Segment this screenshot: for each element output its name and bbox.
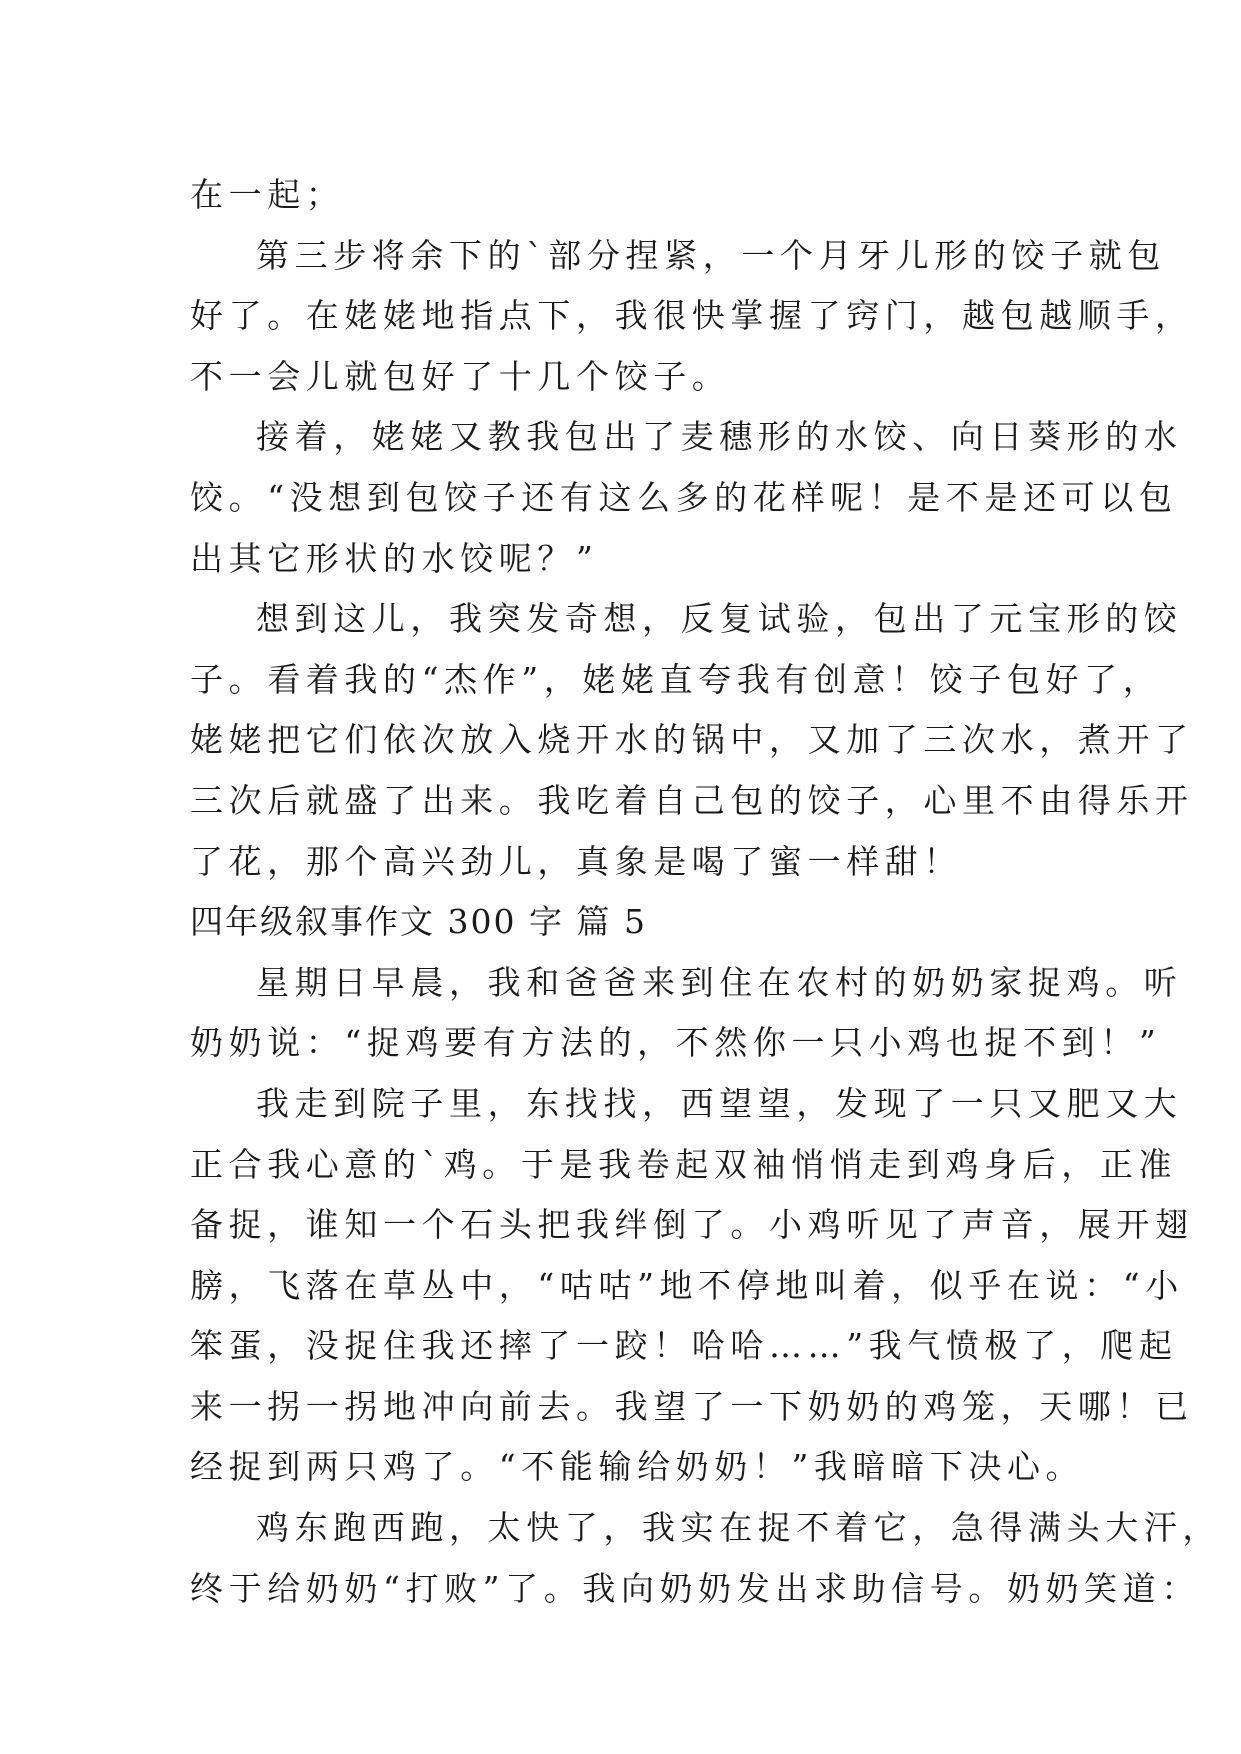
text-line: 子。看着我的“杰作”，姥姥直夸我有创意！饺子包好了， [190,659,1162,699]
paragraph-first-line: 星期日早晨，我和爸爸来到住在农村的奶奶家捉鸡。听 [256,962,1183,1002]
text-line: 在一起； [190,175,345,214]
paragraph-first-line: 想到这儿，我突发奇想，反复试验，包出了元宝形的饺 [256,599,1183,639]
paragraph-first-line: 接着，姥姥又教我包出了麦穗形的水饺、向日葵形的水 [256,417,1183,457]
paragraph-first-line: 我走到院子里，东找找，西望望，发现了一只又肥又大 [256,1083,1183,1123]
paragraph-first-line: 第三步将余下的`部分捏紧，一个月牙儿形的饺子就包 [256,235,1166,275]
paragraph-first-line: 鸡东跑西跑，太快了，我实在捉不着它，急得满头大汗， [256,1508,1221,1548]
text-line: 备捉，谁知一个石头把我绊倒了。小鸡听见了声音，展开翅 [190,1205,1194,1245]
text-line: 三次后就盛了出来。我吃着自己包的饺子，心里不由得乐开 [190,780,1194,820]
text-line: 奶奶说：“捉鸡要有方法的，不然你一只小鸡也捉不到！” [190,1023,1162,1063]
text-line: 膀，飞落在草丛中，“咕咕”地不停地叫着，似乎在说：“小 [190,1265,1184,1305]
section-heading: 四年级叙事作文 300 字 篇 5 [190,902,647,942]
text-line: 了花，那个高兴劲儿，真象是喝了蜜一样甜！ [190,841,962,881]
document-page [190,165,1221,1619]
text-line: 饺。“没想到包饺子还有这么多的花样呢！是不是还可以包 [190,477,1178,517]
text-line: 姥姥把它们依次放入烧开水的锅中，又加了三次水，煮开了 [190,720,1194,760]
text-line: 正合我心意的`鸡。于是我卷起双袖悄悄走到鸡身后，正准 [190,1144,1178,1184]
text-line: 经捉到两只鸡了。“不能输给奶奶！”我暗暗下决心。 [190,1447,1085,1487]
text-line: 出其它形状的水饺呢？” [190,538,599,578]
text-line: 来一拐一拐地冲向前去。我望了一下奶奶的鸡笼，天哪！已 [190,1386,1194,1426]
text-line: 笨蛋，没捉住我还摔了一跤！哈哈……”我气愤极了，爬起 [190,1326,1178,1366]
text-line: 好了。在姥姥地指点下，我很快掌握了窍门，越包越顺手， [190,296,1194,336]
text-line: 不一会儿就包好了十几个饺子。 [190,356,731,396]
text-line: 终于给奶奶“打败”了。我向奶奶发出求助信号。奶奶笑道： [190,1568,1200,1608]
